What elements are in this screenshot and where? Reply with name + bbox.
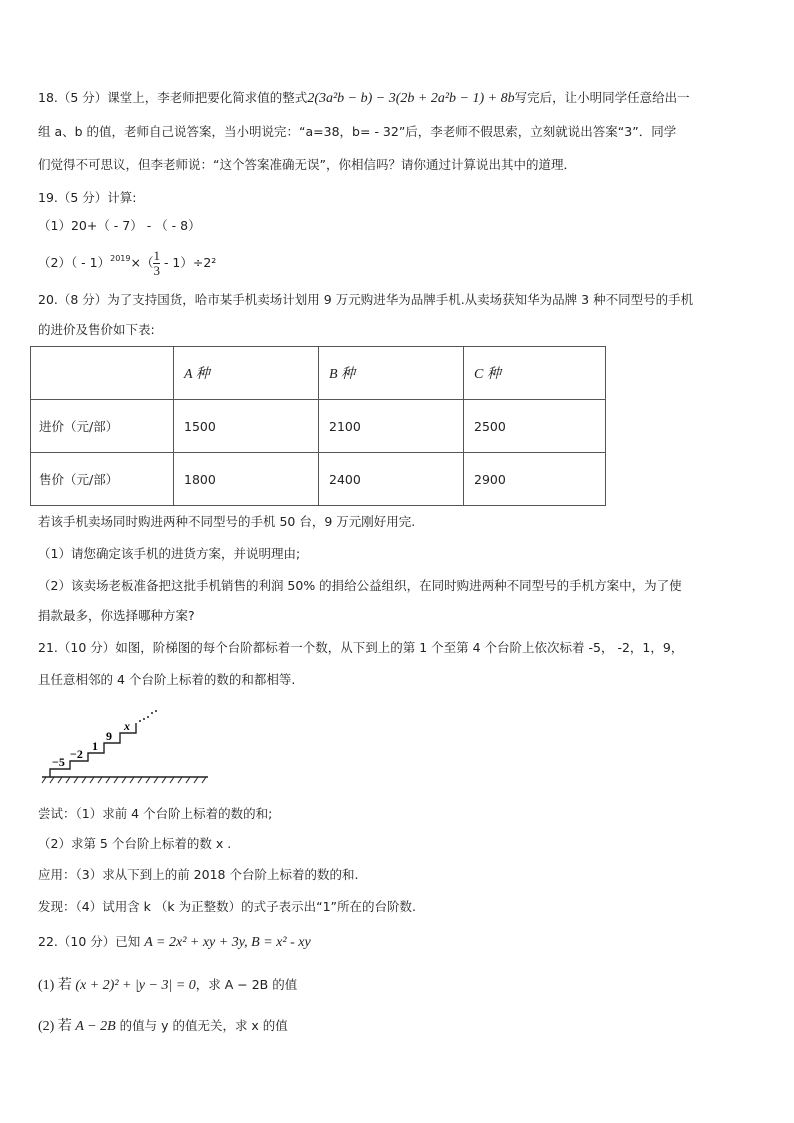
q22-part2-expression: A − 2B bbox=[75, 1019, 116, 1034]
stair-label: 9 bbox=[106, 729, 112, 743]
q20-condition: 若该手机卖场同时购进两种不同型号的手机 50 台，9 万元刚好用完. bbox=[38, 514, 416, 529]
q22-line1 bbox=[38, 932, 764, 953]
q22-part1 bbox=[38, 975, 764, 996]
table-header-b: B 种 bbox=[319, 347, 464, 400]
q19-part2-b: ×（ bbox=[130, 255, 154, 270]
table-cell: 2500 bbox=[464, 400, 606, 453]
q20-part2-line1: （2）该卖场老板准备把这批手机销售的利润 50% 的捐给公益组织，在同时购进两种不同型号的手机方案中，为了使 bbox=[38, 578, 682, 593]
q20-part2-line2: 捐款最多，你选择哪种方案? bbox=[38, 608, 195, 623]
q20-part1: （1）请您确定该手机的进货方案，并说明理由; bbox=[38, 546, 301, 561]
q22-part2-b: 的值与 y 的值无关，求 x 的值 bbox=[115, 1018, 288, 1033]
q19-part2-a: （2）（ - 1） bbox=[38, 255, 111, 270]
q18-line1 bbox=[38, 88, 764, 109]
table-cell: 1500 bbox=[174, 400, 319, 453]
q18-text-b: 写完后，让小明同学任意给出一 bbox=[514, 90, 690, 105]
q18-line2: 组 a、b 的值，老师自己说答案，当小明说完：“a=38，b= - 32”后，李老师不假思索，立刻就说出答案“3”．同学 bbox=[38, 124, 677, 139]
q21-part2: （2）求第 5 个台阶上标着的数 x . bbox=[38, 836, 232, 851]
q21-part1: 尝试：（1）求前 4 个台阶上标着的数的和; bbox=[38, 806, 273, 821]
fraction-numerator: 1 bbox=[153, 248, 160, 263]
stair-label: 1 bbox=[92, 739, 98, 753]
table-cell bbox=[31, 347, 174, 400]
table-row bbox=[31, 453, 606, 506]
fraction-denominator: 3 bbox=[153, 263, 160, 278]
q18-text-a: 18.（5 分）课堂上，李老师把要化简求值的整式 bbox=[38, 90, 308, 105]
price-table bbox=[30, 346, 606, 506]
q19-part1: （1）20+（ - 7） - （ - 8） bbox=[38, 218, 201, 233]
q19-exponent: 2019 bbox=[110, 254, 131, 263]
q18-line3: 们觉得不可思议，但李老师说：“这个答案准确无误”，你相信吗？请你通过计算说出其中的道理． bbox=[38, 157, 576, 172]
q22-part2-a: (2) 若 bbox=[38, 1019, 76, 1034]
table-header-c: C 种 bbox=[464, 347, 606, 400]
q22-part1-expression: (x + 2)² + |y − 3| = 0 bbox=[75, 978, 196, 993]
q22-text: 22.（10 分）已知 bbox=[38, 934, 145, 949]
stair-label: −5 bbox=[52, 755, 65, 769]
q22-part2 bbox=[38, 1016, 764, 1037]
table-cell: 1800 bbox=[174, 453, 319, 506]
q19-title: 19.（5 分）计算: bbox=[38, 190, 137, 205]
q21-part4: 发现：（4）试用含 k （k 为正整数）的式子表示出“1”所在的台阶数. bbox=[38, 899, 416, 914]
table-cell: 2100 bbox=[319, 400, 464, 453]
stair-label: x bbox=[124, 719, 130, 733]
q22-part1-b: ，求 A − 2B 的值 bbox=[195, 977, 298, 992]
q21-line1: 21.（10 分）如图，阶梯图的每个台阶都标着一个数，从下到上的第 1 个至第 4 个台阶上依次标着 -5， -2，1，9， bbox=[38, 640, 684, 655]
q21-line2: 且任意相邻的 4 个台阶上标着的数的和都相等. bbox=[38, 672, 296, 687]
table-cell: 2400 bbox=[319, 453, 464, 506]
q20-line1: 20.（8 分）为了支持国货，哈市某手机卖场计划用 9 万元购进华为品牌手机.从卖场获知华为品牌 3 种不同型号的手机 bbox=[38, 292, 694, 307]
q22-expression: A = 2x² + xy + 3y, B = x² - xy bbox=[144, 935, 311, 950]
q21-part3: 应用：（3）求从下到上的前 2018 个台阶上标着的数的和. bbox=[38, 867, 359, 882]
table-cell: 进价（元/部） bbox=[31, 400, 174, 453]
stair-label: −2 bbox=[70, 747, 83, 761]
q20-line2: 的进价及售价如下表: bbox=[38, 322, 155, 337]
table-cell: 售价（元/部） bbox=[31, 453, 174, 506]
table-header-row bbox=[31, 347, 606, 400]
q19-part2 bbox=[38, 246, 764, 280]
staircase-diagram bbox=[40, 695, 210, 785]
q22-part1-a: (1) 若 bbox=[38, 978, 76, 993]
table-cell: 2900 bbox=[464, 453, 606, 506]
q18-expression: 2(3a²b − b) − 3(2b + 2a²b − 1) + 8b bbox=[307, 91, 515, 106]
q19-part2-c: - 1）÷2² bbox=[159, 255, 217, 270]
table-header-a: A 种 bbox=[174, 347, 319, 400]
table-row bbox=[31, 400, 606, 453]
stair-dots bbox=[139, 710, 157, 722]
